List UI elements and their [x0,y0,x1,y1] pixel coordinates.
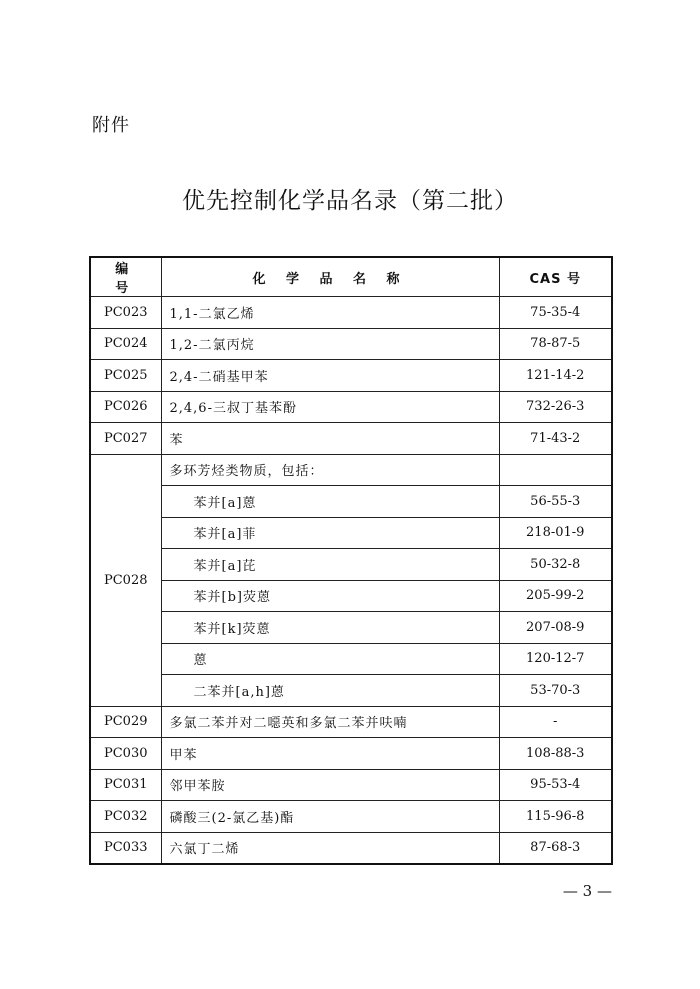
group-row-header [90,454,612,486]
table-row [90,423,612,455]
header-name: 化 学 品 名 称 [161,257,499,297]
table-row [90,360,612,392]
group-item-cas: 120-12-7 [499,643,612,675]
row-id: PC031 [90,769,161,801]
group-item-row [90,580,612,612]
row-cas: 732-26-3 [499,391,612,423]
group-name: 多环芳烃类物质，包括： [161,454,499,486]
row-cas: 87-68-3 [499,832,612,864]
group-item-cas: 53-70-3 [499,675,612,707]
row-cas: 95-53-4 [499,769,612,801]
group-item-cas: 50-32-8 [499,549,612,581]
row-id: PC030 [90,738,161,770]
group-item-name: 苯并[k]荧蒽 [161,612,499,644]
group-item-cas: 56-55-3 [499,486,612,518]
row-id: PC033 [90,832,161,864]
row-id: PC032 [90,801,161,833]
row-id: PC024 [90,328,161,360]
page-number: — 3 — [562,882,612,900]
row-cas: 108-88-3 [499,738,612,770]
group-item-cas: 205-99-2 [499,580,612,612]
document-title: 优先控制化学品名录（第二批） [182,188,518,214]
header-cas: CAS 号 [499,257,612,297]
chemical-list-table [89,256,613,865]
group-item-row [90,643,612,675]
table-row [90,801,612,833]
row-name: 磷酸三(2-氯乙基)酯 [161,801,499,833]
row-cas: 71-43-2 [499,423,612,455]
attachment-label: 附件 [92,115,130,136]
row-id: PC025 [90,360,161,392]
table-row [90,769,612,801]
group-item-row [90,549,612,581]
table-row [90,328,612,360]
group-item-name: 蒽 [161,643,499,675]
group-item-name: 苯并[a]菲 [161,517,499,549]
group-item-name: 苯并[b]荧蒽 [161,580,499,612]
row-cas: 121-14-2 [499,360,612,392]
row-id: PC026 [90,391,161,423]
row-name: 六氯丁二烯 [161,832,499,864]
row-cas: 78-87-5 [499,328,612,360]
group-item-cas: 207-08-9 [499,612,612,644]
table-row [90,738,612,770]
row-name: 苯 [161,423,499,455]
row-cas: 75-35-4 [499,297,612,329]
row-name: 邻甲苯胺 [161,769,499,801]
group-item-row [90,486,612,518]
group-item-row [90,675,612,707]
table-row [90,832,612,864]
table-row [90,706,612,738]
row-name: 1,2-二氯丙烷 [161,328,499,360]
group-cas-empty [499,454,612,486]
row-name: 2,4-二硝基甲苯 [161,360,499,392]
row-id: PC023 [90,297,161,329]
group-id: PC028 [90,454,161,706]
row-id: PC027 [90,423,161,455]
table-row [90,391,612,423]
row-cas: - [499,706,612,738]
row-name: 2,4,6-三叔丁基苯酚 [161,391,499,423]
group-item-name: 苯并[a]蒽 [161,486,499,518]
table-header-row [90,257,612,297]
group-item-name: 苯并[a]芘 [161,549,499,581]
row-name: 多氯二苯并对二噁英和多氯二苯并呋喃 [161,706,499,738]
row-name: 甲苯 [161,738,499,770]
group-item-name: 二苯并[a,h]蒽 [161,675,499,707]
row-cas: 115-96-8 [499,801,612,833]
header-id: 编 号 [90,257,161,297]
group-item-row [90,612,612,644]
group-item-cas: 218-01-9 [499,517,612,549]
group-item-row [90,517,612,549]
table-row [90,297,612,329]
row-name: 1,1-二氯乙烯 [161,297,499,329]
row-id: PC029 [90,706,161,738]
